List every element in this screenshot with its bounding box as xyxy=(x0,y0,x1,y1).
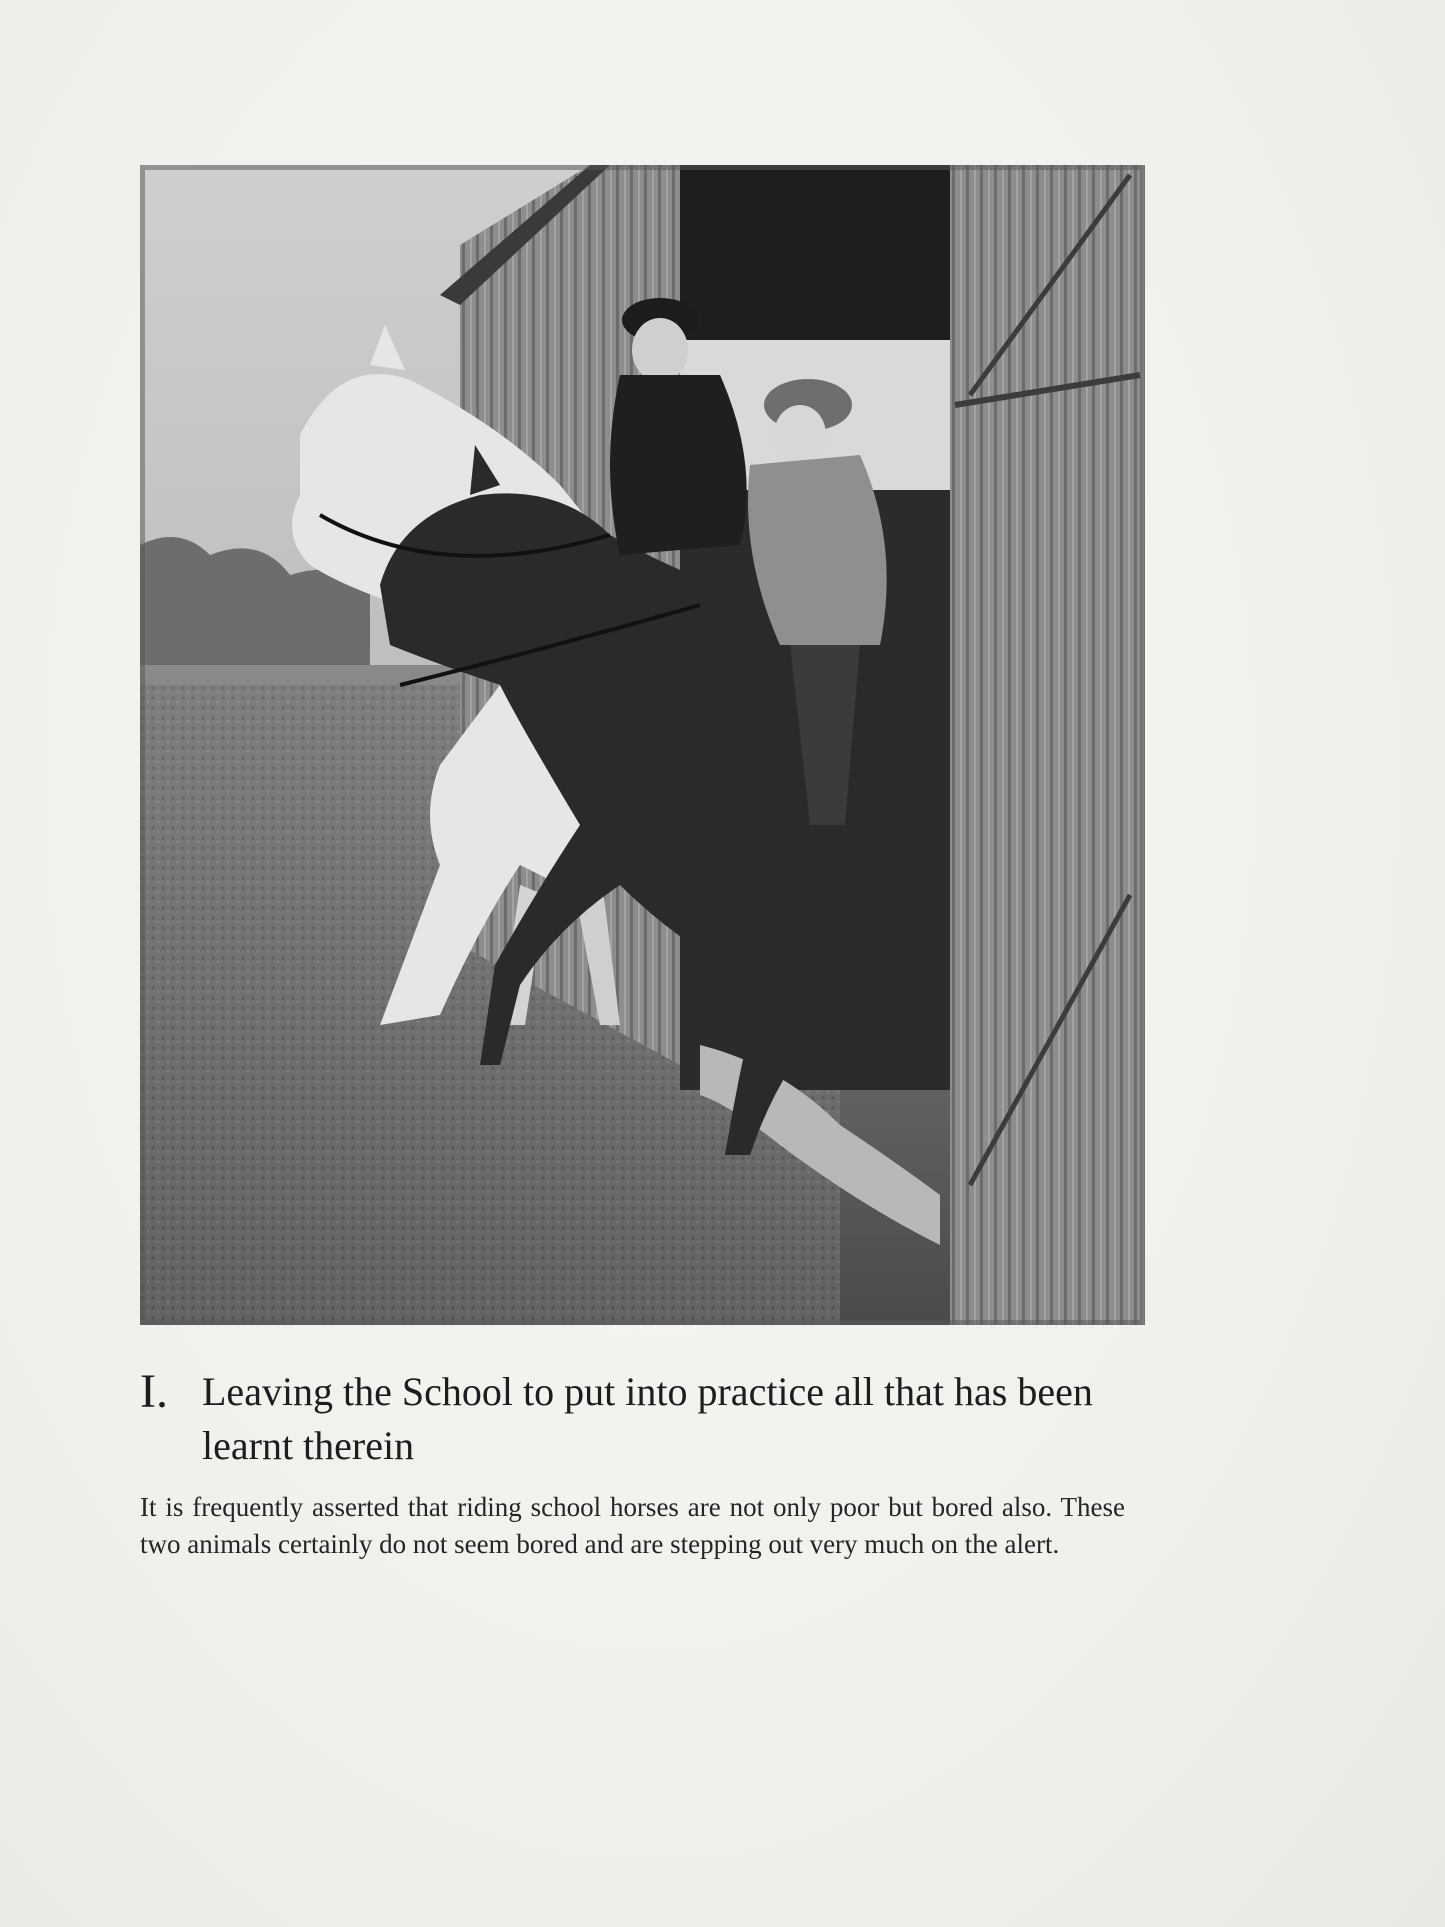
barn-doorway-dark xyxy=(680,165,950,340)
caption-heading xyxy=(140,1365,1145,1473)
plate-number: I. xyxy=(140,1365,168,1418)
plate-title: Leaving the School to put into practice all that has been learnt therein xyxy=(202,1369,1093,1468)
plate-caption xyxy=(140,1365,1145,1563)
plate-description: It is frequently asserted that riding school horses are not only poor but bored also. These two animals certainly do not seem bored and are stepping out very much on the alert. xyxy=(140,1492,1125,1559)
riders-leaving-barn-photo xyxy=(140,165,1145,1325)
photograph-plate xyxy=(140,165,1145,1325)
barn-right-door xyxy=(950,165,1145,1325)
